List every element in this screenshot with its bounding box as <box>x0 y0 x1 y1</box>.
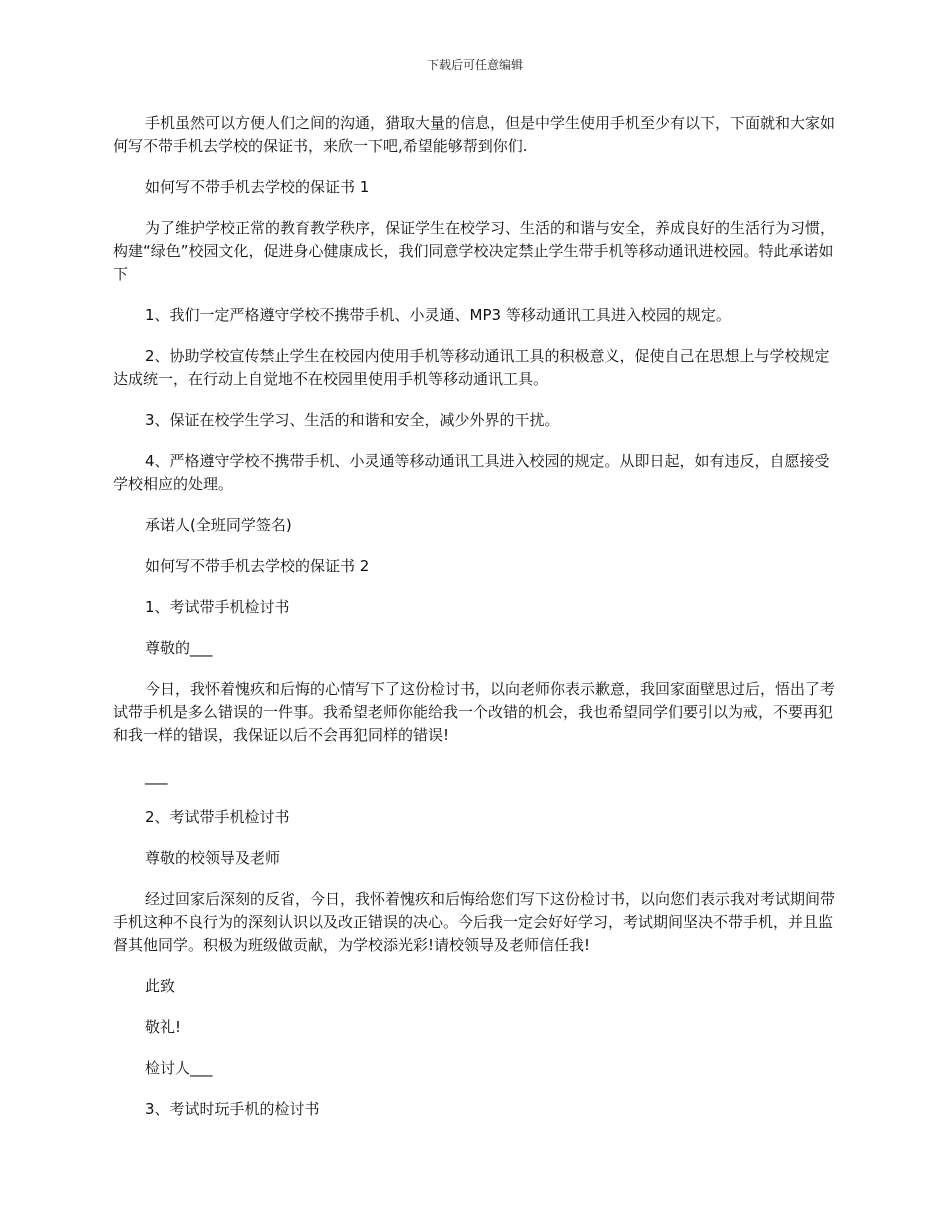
pledge-item-1: 1、我们一定严格遵守学校不携带手机、小灵通、MP3 等移动通讯工具进入校园的规定。 <box>145 306 731 324</box>
subsection-title-1: 1、考试带手机检讨书 <box>145 598 290 616</box>
pledge-item-4: 4、严格遵守学校不携带手机、小灵通等移动通讯工具进入校园的规定。从即日起，如有违反，自愿接受学校相应的处理。 <box>113 452 830 493</box>
salutation-2: 尊敬的校领导及老师 <box>145 849 281 867</box>
section-title-2: 如何写不带手机去学校的保证书 2 <box>145 557 370 575</box>
document-body <box>113 112 837 1139</box>
pledge-item-2: 2、协助学校宣传禁止学生在校园内使用手机等移动通讯工具的积极意义，促使自己在思想上与学校规定达成统一，在行动上自觉地不在校园里使用手机等移动通讯工具。 <box>113 347 830 388</box>
pledge-intro-paragraph: 为了维护学校正常的教育教学秩序，保证学生在校学习、生活的和谐与安全，养成良好的生活行为习惯，构建“绿色”校园文化，促进身心健康成长，我们同意学校决定禁止学生带手机等移动通讯进校园。特此承诺如下 <box>113 219 836 283</box>
signature-line-1: 承诺人(全班同学签名) <box>145 516 292 534</box>
self-criticism-paragraph-2: 经过回家后深刻的反省，今日，我怀着愧疚和后悔给您们写下这份检讨书，以向您们表示我对考试期间带手机这种不良行为的深刻认识以及改正错误的决心。今后我一定会好好学习，考试期间坚决不带手机，并且监督其他同学。积极为班级做贡献，为学校添光彩!请校领导及老师信任我! <box>113 890 836 954</box>
section-title-1: 如何写不带手机去学校的保证书 1 <box>145 178 370 196</box>
pledge-item-3: 3、保证在校学生学习、生活的和谐和安全，减少外界的干扰。 <box>145 411 560 429</box>
subsection-title-3: 3、考试时玩手机的检讨书 <box>145 1100 320 1118</box>
closing-phrase-2: 敬礼! <box>145 1018 182 1036</box>
salutation-1: 尊敬的___ <box>145 639 213 657</box>
intro-paragraph: 手机虽然可以方便人们之间的沟通，猎取大量的信息，但是中学生使用手机至少有以下，下面就和大家如何写不带手机去学校的保证书，来欣一下吧,希望能够帮到你们. <box>113 114 836 155</box>
subsection-title-2: 2、考试带手机检讨书 <box>145 808 290 826</box>
self-criticism-paragraph-1: 今日，我怀着愧疚和后悔的心情写下了这份检讨书，以向老师你表示歉意，我回家面壁思过后，悟出了考试带手机是多么错误的一件事。我希望老师你能给我一个改错的机会，我也希望同学们要引以为戒，不要再犯和我一样的错误，我保证以后不会再犯同样的错误! <box>113 680 836 744</box>
closing-phrase-1: 此致 <box>145 977 176 995</box>
blank-signature-line: ___ <box>145 767 168 785</box>
signature-line-2: 检讨人___ <box>145 1059 213 1077</box>
page-header: 下载后可任意编辑 <box>426 58 523 72</box>
